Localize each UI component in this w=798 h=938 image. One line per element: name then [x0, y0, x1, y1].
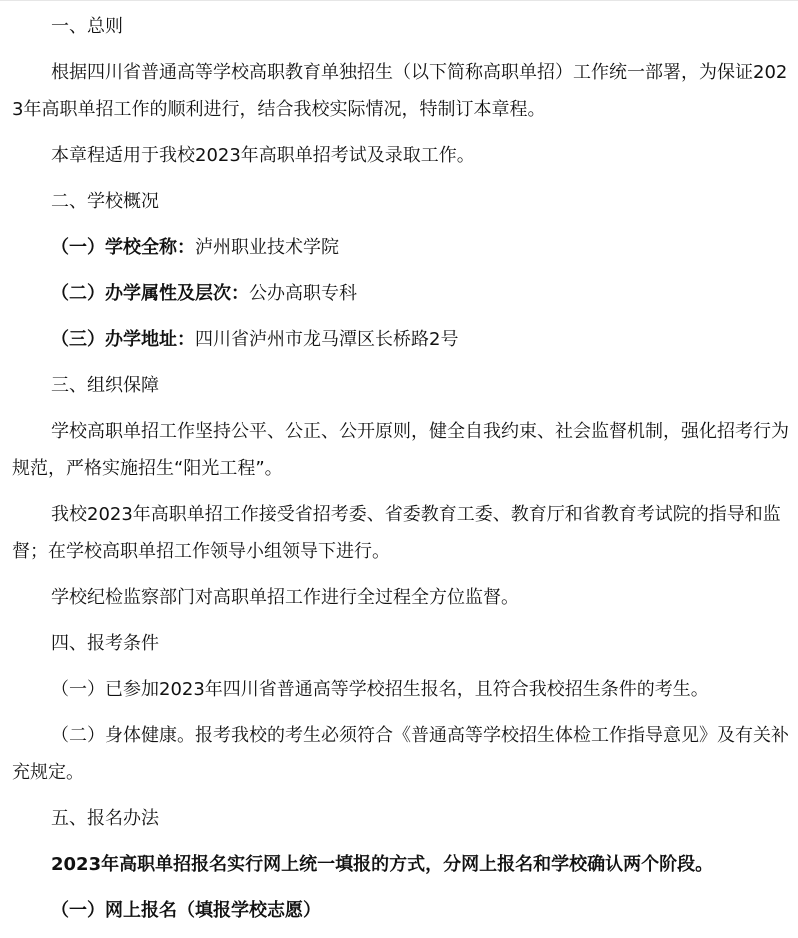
- subheading-online-registration: （一）网上报名（填报学校志愿）: [51, 900, 321, 921]
- school-type-label: （二）办学属性及层次：: [51, 283, 249, 304]
- school-fullname-label: （一）学校全称：: [51, 237, 195, 258]
- top-border: [0, 0, 798, 1]
- document-body: [12, 8, 794, 938]
- section-heading-general: 一、总则: [51, 16, 123, 37]
- section-heading-registration: 五、报名办法: [51, 808, 159, 829]
- section-heading-eligibility: 四、报考条件: [51, 633, 159, 654]
- section-heading-school-overview: 二、学校概况: [51, 191, 159, 212]
- paragraph-eligibility-1: （一）已参加2023年四川省普通高等学校招生报名，且符合我校招生条件的考生。: [51, 679, 709, 700]
- school-type-value: 公办高职专科: [249, 283, 357, 304]
- paragraph-principles: 学校高职单招工作坚持公平、公正、公开原则，健全自我约束、社会监督机制，强化招考行为规范，严格实施招生“阳光工程”。: [12, 421, 789, 479]
- school-address-item: [12, 321, 794, 358]
- paragraph-eligibility-2: （二）身体健康。报考我校的考生必须符合《普通高等学校招生体检工作指导意见》及有关补充规定。: [12, 725, 789, 783]
- paragraph-basis: 根据四川省普通高等学校高职教育单独招生（以下简称高职单招）工作统一部署，为保证2023年高职单招工作的顺利进行，结合我校实际情况，特制订本章程。: [12, 62, 788, 120]
- school-fullname-item: [12, 229, 794, 266]
- paragraph-supervision: 我校2023年高职单招工作接受省招考委、省委教育工委、教育厅和省教育考试院的指导和监督；在学校高职单招工作领导小组领导下进行。: [12, 504, 781, 562]
- school-type-item: [12, 275, 794, 312]
- school-address-value: 四川省泸州市龙马潭区长桥路2号: [195, 329, 459, 350]
- paragraph-discipline: 学校纪检监察部门对高职单招工作进行全过程全方位监督。: [51, 587, 519, 608]
- school-address-label: （三）办学地址：: [51, 329, 195, 350]
- paragraph-registration-method: 2023年高职单招报名实行网上统一填报的方式，分网上报名和学校确认两个阶段。: [51, 854, 714, 875]
- school-fullname-value: 泸州职业技术学院: [195, 237, 339, 258]
- section-heading-organization: 三、组织保障: [51, 375, 159, 396]
- paragraph-scope: 本章程适用于我校2023年高职单招考试及录取工作。: [51, 145, 475, 166]
